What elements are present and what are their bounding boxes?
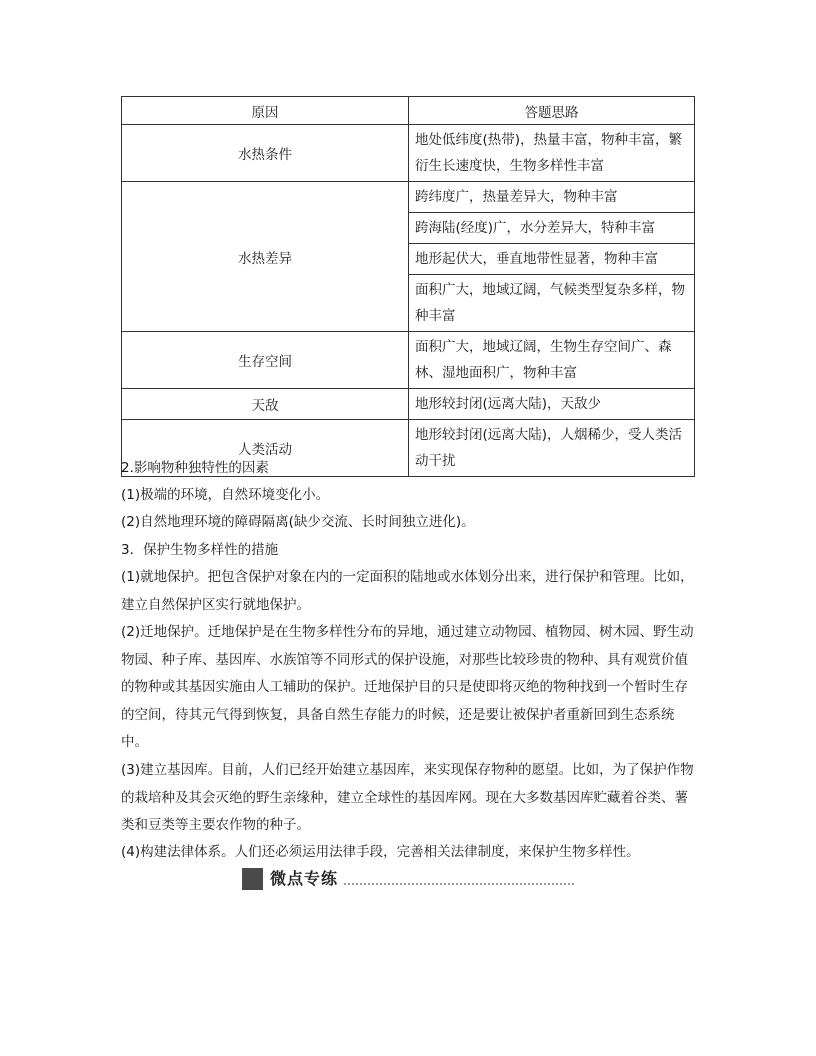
banner-block-icon	[242, 868, 263, 890]
reason-cell: 天敌	[122, 389, 409, 420]
reasons-table	[121, 96, 695, 477]
section-banner	[242, 868, 574, 890]
idea-cell: 面积广大，地域辽阔，生物生存空间广、森林、湿地面积广，物种丰富	[409, 332, 695, 389]
table-header-row	[122, 97, 695, 125]
table-row	[122, 389, 695, 420]
section3-item-4: (4)构建法律体系。人们还必须运用法律手段，完善相关法律制度，来保护生物多样性。	[121, 844, 640, 860]
table-row	[122, 125, 695, 182]
banner-title: 微点专练	[270, 869, 339, 888]
section3-item-2: (2)迁地保护。迁地保护是在生物多样性分布的异地，通过建立动物园、植物园、树木园、野生动物园、种子库、基因库、水族馆等不同形式的保护设施，对那些比较珍贵的物种、具有观赏价值的物种或其基因实施由人工辅助的保护。迁地保护目的只是使即将灭绝的物种找到一个暂时生存的空间，待其元气得到恢复，具备自然生存能力的时候，还是要让被保护者重新回到生态系统中。	[121, 624, 694, 750]
reason-cell: 水热条件	[122, 125, 409, 182]
idea-cell: 跨纬度广，热量差异大，物种丰富	[409, 182, 695, 213]
idea-cell: 地形较封闭(远离大陆)，天敌少	[409, 389, 695, 420]
reason-cell: 水热差异	[122, 182, 409, 332]
section3-item-1: (1)就地保护。把包含保护对象在内的一定面积的陆地或水体划分出来，进行保护和管理。比如，建立自然保护区实行就地保护。	[121, 569, 694, 613]
banner-dotted-rule	[344, 883, 574, 885]
section2-heading: 2.影响物种独特性的因素	[121, 460, 269, 476]
idea-cell: 跨海陆(经度)广，水分差异大，特种丰富	[409, 213, 695, 244]
reason-cell: 人类活动	[122, 420, 409, 477]
section3-heading: 3．保护生物多样性的措施	[121, 542, 279, 558]
idea-cell: 面积广大，地域辽阔，气候类型复杂多样，物种丰富	[409, 275, 695, 332]
header-reason: 原因	[122, 97, 409, 125]
table-row	[122, 182, 695, 213]
idea-cell: 地形较封闭(远离大陆)，人烟稀少，受人类活动干扰	[409, 420, 695, 477]
idea-cell: 地处低纬度(热带)，热量丰富，物种丰富，繁衍生长速度快，生物多样性丰富	[409, 125, 695, 182]
idea-cell: 地形起伏大，垂直地带性显著，物种丰富	[409, 244, 695, 275]
section3-item-3: (3)建立基因库。目前，人们已经开始建立基因库，来实现保存物种的愿望。比如，为了保护作物的栽培种及其会灭绝的野生亲缘种，建立全球性的基因库网。现在大多数基因库贮藏着谷类、薯类和豆类等主要农作物的种子。	[121, 762, 694, 833]
header-idea: 答题思路	[409, 97, 695, 125]
table-row	[122, 332, 695, 389]
reason-cell: 生存空间	[122, 332, 409, 389]
section2-item-1: (1)极端的环境，自然环境变化小。	[121, 487, 330, 503]
section2-item-2: (2)自然地理环境的障碍隔离(缺少交流、长时间独立进化)。	[121, 514, 475, 530]
